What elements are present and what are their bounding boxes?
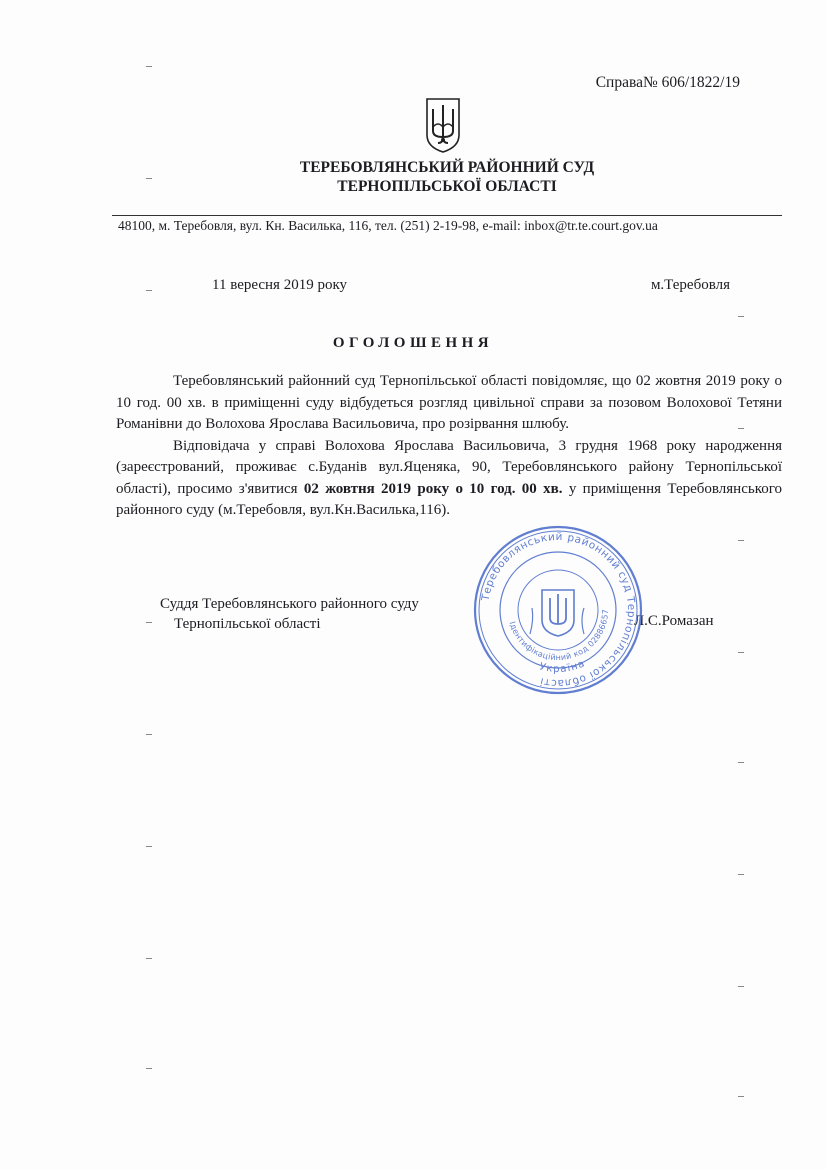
case-number: Справа№ 606/1822/19 [595, 74, 740, 91]
court-name-line1: ТЕРЕБОВЛЯНСЬКИЙ РАЙОННИЙ СУД [299, 159, 595, 176]
scan-mark [738, 762, 744, 763]
paragraph-2-text-a: Відповідача у справі Волохова Ярослава Васильовича, 3 грудня 1968 року народження (зареєстрований, проживає с.Буданів вул.Яценяка, 90, Теребовлянського району Тернопільської області), просимо з'явитися [116, 437, 782, 497]
scan-mark [146, 66, 152, 67]
paragraph-2-text-b: у приміщення Теребовлянського районного суду (м.Теребовля, вул.Кн.Василька,116). [116, 480, 783, 518]
scan-mark [738, 652, 744, 653]
judge-name: Л.С.Ромазан [634, 613, 714, 629]
scan-mark [146, 622, 152, 623]
scan-mark [738, 874, 744, 875]
document-date: 11 вересня 2019 року [212, 277, 348, 293]
court-address: 48100, м. Теребовля, вул. Кн. Василька, 116, тел. (251) 2-19-98, e-mail: inbox@tr.te.court.gov.ua [118, 218, 658, 233]
trident-coat-of-arms-icon [424, 97, 462, 153]
notice-paragraph-1: Теребовлянський районний суд Тернопільської області повідомляє, що 02 жовтня 2019 року о 10 год. 00 хв. в приміщенні суду відбудеться розгляд цивільної справи за позовом Волохової Тетяни Романівни до Волохова Ярослава Васильовича, про розірвання шлюбу. [116, 373, 782, 432]
notice-title: ОГОЛОШЕННЯ [332, 335, 494, 351]
scan-mark [146, 1068, 152, 1069]
svg-text:Україна: Україна [538, 658, 588, 676]
court-seal-icon [472, 524, 644, 696]
hearing-datetime: 02 жовтня 2019 року о 10 год. 00 хв. [303, 480, 563, 497]
scan-mark [738, 316, 744, 317]
signer-block [160, 594, 419, 634]
header-divider [112, 215, 782, 216]
signer-position-line1: Суддя Теребовлянського районного суду [160, 596, 419, 612]
scan-mark [146, 178, 152, 179]
scan-mark [146, 290, 152, 291]
scan-mark [146, 846, 152, 847]
court-name-line2: ТЕРНОПІЛЬСЬКОЇ ОБЛАСТІ [337, 178, 557, 195]
scan-mark [738, 986, 744, 987]
scan-mark [738, 428, 744, 429]
document-city: м.Теребовля [650, 277, 730, 293]
notice-body [116, 371, 782, 522]
svg-text:Теребовлянський районний суд Т: Теребовлянський районний суд Тернопільської області [479, 530, 638, 690]
scan-mark [146, 958, 152, 959]
notice-paragraph-2 [116, 436, 782, 522]
scan-mark [738, 540, 744, 541]
scan-mark [738, 1096, 744, 1097]
scan-mark [146, 734, 152, 735]
svg-text:Ідентифікаційний код 02886657: Ідентифікаційний код 02886657 [507, 608, 611, 663]
signer-position-line2: Тернопільської області [174, 616, 321, 632]
